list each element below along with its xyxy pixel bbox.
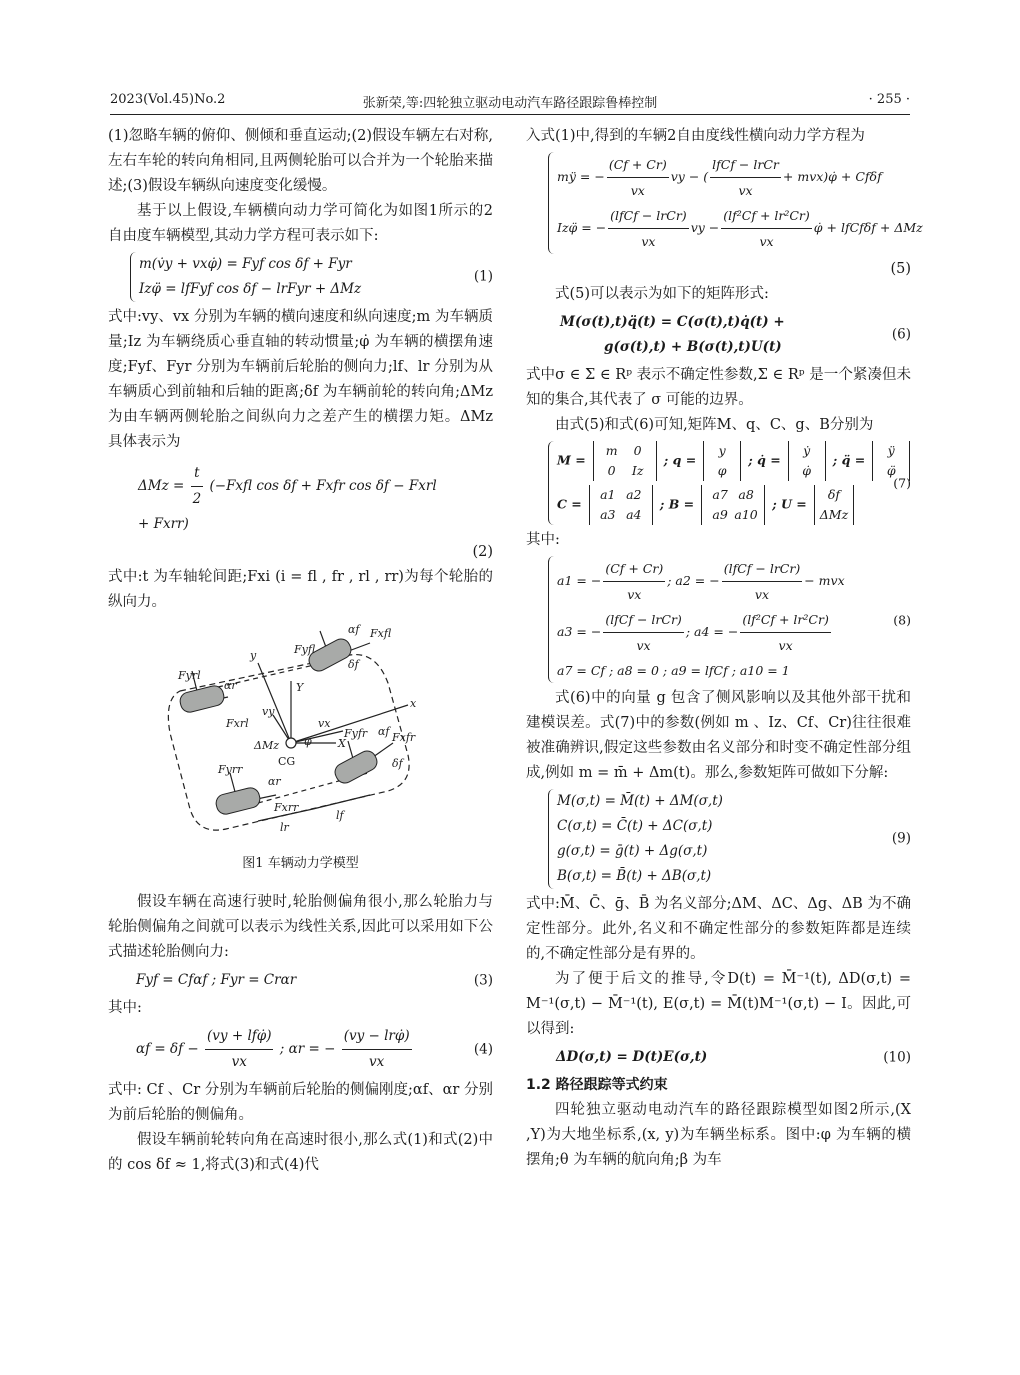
- equation-1: [108, 252, 493, 302]
- fig-label-vx: vx: [318, 717, 331, 730]
- paragraph-matrices-intro: 由式(5)和式(6)可知,矩阵M、q、C、g、B分别为: [555, 417, 874, 433]
- eq2-number: (2): [472, 544, 493, 560]
- fig-label-fyfr: Fyfr: [344, 727, 368, 740]
- eq6-number: (6): [891, 326, 911, 343]
- right-column: [526, 124, 923, 1173]
- paragraph-where-2: 其中:: [526, 532, 560, 548]
- fig-label-cg: CG: [278, 755, 296, 768]
- fig-label-fyrl: Fyrl: [178, 669, 201, 682]
- paragraph-symbols-1: 式中:vy、vx 分别为车辆的横向速度和纵向速度;m 为车辆质量;Iz 为车辆绕质心垂直轴的转动惯量;φ̇ 为车辆的横摆角速度;Fyf、Fyr 分别为车辆前后轮胎的侧向力;lf、lr 分别为从车辆质心到前轴和后轴的距离;δf 为车辆前轮的转向角;ΔMz 为由车辆两侧轮胎之间纵向力之差产生的横摆力矩。ΔMz 具体表示为: [108, 309, 493, 450]
- fig-label-fxfl: Fxfl: [370, 627, 392, 640]
- equation-8: a1 = − $\frac{(Cf + Cr)}{vx}$ ; a2 = − $\frac{\text{(lfCf − lrCr)}}{vx}$ − mvx a3 = − $\frac{\text{(lfCf − lrCr)}}{vx}$ ; a4 = − $\frac{\text{(lf²Cf + lr²Cr)}}{vx}$ a7 = Cf ; a8 = 0 ; a9 = lfCf ; a10 = 1 (8): [526, 556, 911, 683]
- equation-2: [108, 461, 493, 537]
- paragraph-model-intro: 基于以上假设,车辆横向动力学可简化为如图1所示的2自由度车辆模型,其动力学方程可表示如下:: [108, 203, 493, 244]
- page-number: · 255 ·: [868, 92, 910, 107]
- equation-5: mÿ = − $\frac{(Cf + Cr)}{vx}$ vy − ( $\frac{\text{lfCf − lrCr}}{vx}$ + mvx)φ̇ + Cfδf Izφ̈ = − $\frac{\text{(lfCf − lrCr)}}{vx}$ vy − $\frac{\text{(lf²Cf + lr²Cr)}}{vx}$ φ̇ + lfCfδf + ΔMz: [526, 152, 911, 254]
- section-heading-1-2: 1.2 路径跟踪等式约束: [526, 1077, 668, 1093]
- fig-label-x: x: [410, 697, 417, 710]
- fig-label-fxrl: Fxrl: [226, 717, 249, 730]
- eq1-number: (1): [473, 268, 493, 285]
- assumptions-paragraph: (1)忽略车辆的俯仰、侧倾和垂直运动;(2)假设车辆左右对称,左右车轮的转向角相同,且两侧轮胎可以合并为一个轮胎来描述;(3)假设车辆纵向速度变化缓慢。: [108, 128, 493, 194]
- eq10-number: (10): [883, 1049, 911, 1065]
- fig-label-fxrr: Fxrr: [274, 801, 299, 814]
- journal-issue: 2023(Vol.45)No.2: [110, 92, 226, 107]
- eq4-number: (4): [473, 1041, 493, 1057]
- eq3-number: (3): [473, 972, 493, 988]
- equation-9: M(σ,t) = M̄(t) + ΔM(σ,t) C(σ,t) = C̄(t) + ΔC(σ,t) g(σ,t) = ḡ(t) + Δg(σ,t) B(σ,t) = B̄(t) + ΔB(σ,t) (9): [526, 789, 911, 889]
- paragraph-path-model: 四轮独立驱动电动汽车的路径跟踪模型如图2所示,(X ,Y)为大地坐标系,(x, y)为车辆坐标系。图中:φ 为车辆的横摆角;θ 为车辆的航向角;β 为车: [526, 1102, 911, 1168]
- fig-label-alpha-f-left: αf: [348, 623, 360, 636]
- equation-7: M = m 0 0 Iz ; q = y φ ; q̇ = ẏ φ̇ ; q̈ = ÿ φ̈ C = a1 a2 a3 a4 ; B = a7 a8 a9 a10 ; U = δf ΔMz (7): [526, 441, 911, 525]
- eq2-rhs: (−Fxfl cos δf + Fxfr cos δf − Fxrl + Fxrr): [138, 478, 437, 532]
- paragraph-derivation: 为了便于后文的推导,令D(t) = M̄⁻¹(t), ΔD(σ,t) = M⁻¹(σ,t) − M̄⁻¹(t), E(σ,t) = M̄(t)M⁻¹(σ,t) − I。因此,可以得到:: [526, 971, 911, 1037]
- paragraph-small-angle: 假设车辆前轮转向角在高速时很小,那么式(1)和式(2)中的 cos δf ≈ 1,将式(3)和式(4)代: [108, 1132, 493, 1173]
- paragraph-matrix-form: 式(5)可以表示为如下的矩阵形式:: [555, 286, 769, 302]
- fig-label-alpha-f-right: αf: [378, 725, 390, 738]
- fig-label-lf: lf: [336, 809, 344, 822]
- equation-6: M(σ(t),t)q̈(t) = C(σ(t),t)q̇(t) + g(σ(t),t) + B(σ(t),t)U(t) (6): [560, 314, 911, 355]
- eq2-fraction: $\frac{t}{2}$: [191, 461, 204, 512]
- fig-label-vy: vy: [262, 705, 275, 718]
- fig-label-Y: Y: [296, 681, 304, 694]
- paragraph-uncertainty: 式中σ ∈ Σ ∈ Rᵖ 表示不确定性参数,Σ ∈ Rᵖ 是一个紧凑但未知的集合,其代表了 σ 可能的边界。: [526, 367, 911, 408]
- eq2-lhs: ΔMz =: [138, 478, 185, 494]
- running-title: 张新荣,等:四轮独立驱动电动汽车路径跟踪鲁棒控制: [362, 96, 658, 111]
- running-header: [110, 92, 910, 115]
- equation-3: Fyf = Cfαf ; Fyr = Crαr (3): [108, 968, 493, 993]
- fig-label-y: y: [250, 649, 257, 662]
- eq9-number: (9): [891, 830, 911, 847]
- eq5-number: (5): [890, 261, 911, 277]
- fig-label-lr: lr: [280, 821, 289, 834]
- fig-label-delta-mz: ΔMz: [254, 739, 280, 752]
- figure-1-caption: 图1 车辆动力学模型: [242, 856, 359, 871]
- paragraph-where-1: 其中:: [108, 1000, 142, 1016]
- equation-4: αf = δf − $\frac{\text{(vy + lfφ̇)}}{vx}$ ; αr = − $\frac{\text{(vy − lrφ̇)}}{vx}$ (4): [108, 1024, 493, 1075]
- fig-label-fyfl: Fyfl: [294, 643, 316, 656]
- eq8-number: (8): [893, 612, 911, 627]
- paragraph-disturbance: 式(6)中的向量 g 包含了侧风影响以及其他外部干扰和建模误差。式(7)中的参数(例如 m 、Iz、Cf、Cr)往往很难被准确辨识,假定这些参数由名义部分和时变不确定性部分组成,例如 m = m̄ + Δm(t)。那么,参数矩阵可做如下分解:: [526, 690, 911, 781]
- fig-label-phi: φ: [304, 735, 312, 748]
- eq1-line1: m(v̇y + vxφ̇) = Fyf cos δf + Fyr: [139, 256, 352, 272]
- equation-10: ΔD(σ,t) = D(t)E(σ,t) (10): [526, 1045, 911, 1070]
- fig-label-alpha-r-right: αr: [268, 775, 281, 788]
- paragraph-nominal: 式中:M̄、C̄、ḡ、B̄ 为名义部分;ΔM、ΔC、Δg、ΔB 为不确定性部分。此外,名义和不确定性部分的参数矩阵都是连续的,不确定性部分是有界的。: [526, 896, 911, 962]
- vehicle-dynamics-figure: [108, 623, 493, 845]
- eq1-line2: Izφ̈ = lfFyf cos δf − lrFyr + ΔMz: [139, 281, 362, 297]
- fig-label-fxfr: Fxfr: [392, 731, 416, 744]
- fig-label-delta-f-right: δf: [392, 757, 403, 770]
- eq7-number: (7): [893, 475, 911, 491]
- paragraph-substitute: 入式(1)中,得到的车辆2自由度线性横向动力学方程为: [526, 128, 865, 144]
- fig-label-alpha-r-left: αr: [224, 679, 237, 692]
- fig-label-fyrr: Fyrr: [218, 763, 243, 776]
- paragraph-symbols-2: 式中:t 为车轴轮间距;Fxi (i = fl , fr , rl , rr)为每个轮胎的纵向力。: [108, 569, 493, 610]
- paragraph-cornering: 式中: Cf 、Cr 分别为车辆前后轮胎的侧偏刚度;αf、αr 分别为前后轮胎的侧偏角。: [108, 1082, 493, 1123]
- fig-label-X: X: [338, 737, 346, 750]
- left-column: [108, 124, 493, 1178]
- paragraph-tyre-linear: 假设车辆在高速行驶时,轮胎侧偏角很小,那么轮胎力与轮胎侧偏角之间就可以表示为线性关系,因此可以采用如下公式描述轮胎侧向力:: [108, 894, 493, 960]
- fig-label-delta-f-left: δf: [348, 658, 359, 671]
